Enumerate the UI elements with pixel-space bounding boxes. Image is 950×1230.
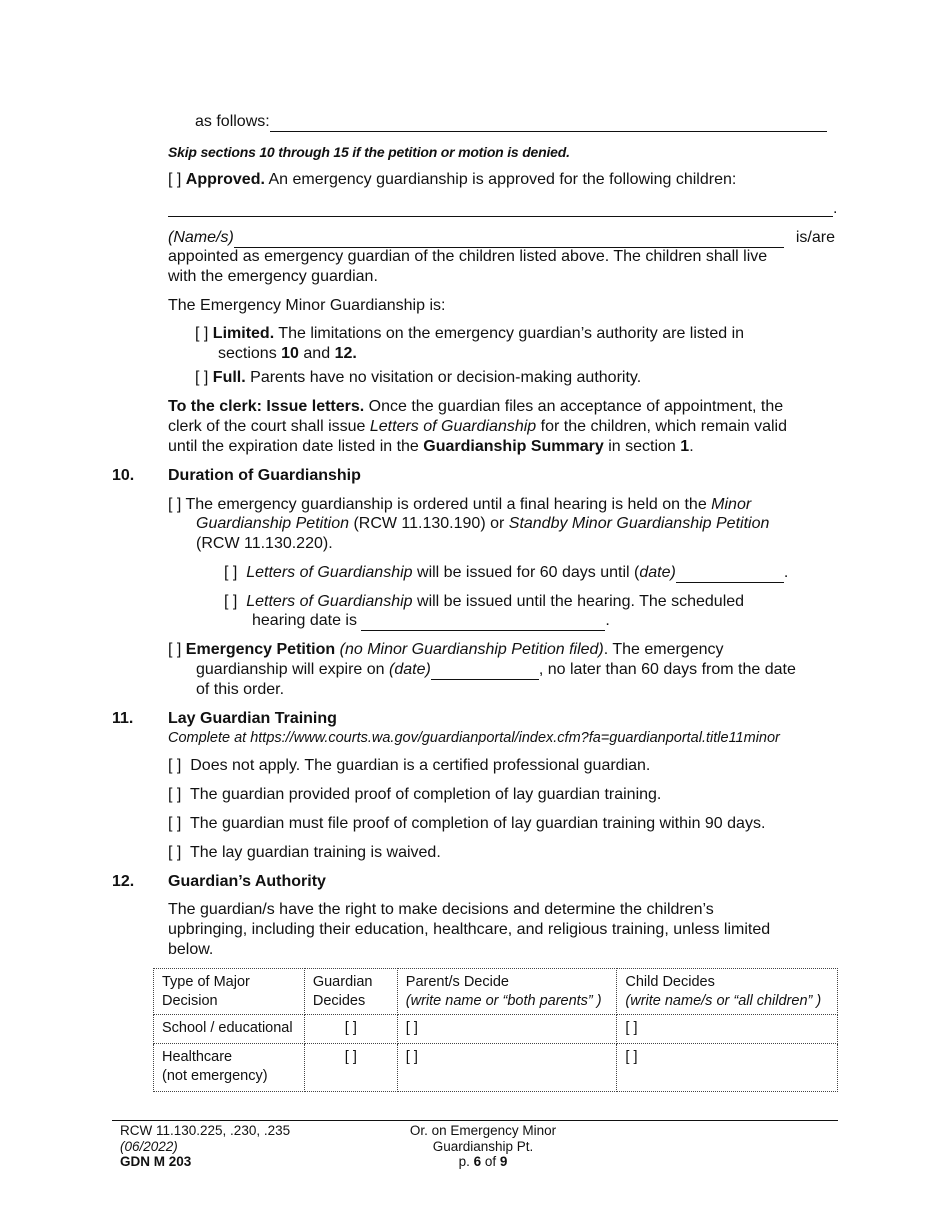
row-school-child-cell[interactable]: [ ] xyxy=(617,1015,838,1044)
sec10-option-1-checkbox[interactable]: [ ] xyxy=(168,496,182,513)
footer-left xyxy=(120,1123,290,1170)
approved-label: Approved. xyxy=(185,171,265,188)
row-healthcare-child-cell[interactable]: [ ] xyxy=(617,1044,838,1092)
limited-label: Limited. xyxy=(212,325,275,342)
sec10-sub-2-letters: Letters of Guardianship xyxy=(246,593,413,610)
header-decision-type: Type of Major Decision xyxy=(154,969,305,1015)
sec10-sub-1-end: . xyxy=(783,564,789,581)
clerk-line-1-text: Once the guardian files an acceptance of appointment, the xyxy=(368,398,784,415)
appointed-line-2: with the emergency guardian. xyxy=(168,268,378,285)
sec10-petition-italic: Guardianship Petition xyxy=(196,515,349,532)
header-guardian-decides: Guardian Decides xyxy=(304,969,397,1015)
clerk-label: To the clerk: Issue letters. xyxy=(168,398,365,415)
names-label: (Name/s) xyxy=(168,229,234,246)
section-12-number: 12. xyxy=(112,873,135,890)
limited-option xyxy=(195,324,744,344)
row-school-guardian-checkbox[interactable]: [ ] xyxy=(304,1015,397,1044)
children-names-blank[interactable] xyxy=(168,202,833,217)
section-10-title: Duration of Guardianship xyxy=(168,467,361,484)
children-names-end-period: . xyxy=(833,200,838,217)
full-option xyxy=(195,368,641,388)
sec10-sub-1-text: will be issued for 60 days until ( xyxy=(417,564,640,581)
approved-row xyxy=(168,170,736,190)
limited-and-text: and xyxy=(303,345,331,362)
training-option-3 xyxy=(168,814,765,834)
training-option-4 xyxy=(168,843,441,863)
row-type-school: School / educational xyxy=(154,1015,305,1044)
sec10-option-2-rest: . The emergency xyxy=(603,641,724,658)
footer-title-line-2: Guardianship Pt. xyxy=(432,1138,534,1154)
sec10-option-1-text: The emergency guardianship is ordered until a final hearing is held on the xyxy=(185,496,707,513)
sec10-sub-option-1 xyxy=(224,563,788,583)
footer-rule xyxy=(112,1120,838,1121)
decision-table-header xyxy=(154,969,838,1015)
sec10-expire-date-label: (date) xyxy=(389,661,431,678)
full-label: Full. xyxy=(212,369,246,386)
row-type-healthcare: Healthcare (not emergency) xyxy=(154,1044,305,1092)
sec10-expire-rest: , no later than 60 days from the date xyxy=(538,661,796,678)
sec10-sub-1-date-blank[interactable] xyxy=(676,566,784,583)
table-row xyxy=(154,1015,838,1044)
is-are-text: is/are xyxy=(795,229,835,246)
sec10-rcw-190: (RCW 11.130.190) or xyxy=(353,515,505,532)
training-option-1 xyxy=(168,756,650,776)
limited-section-12: 12. xyxy=(334,345,357,362)
clerk-line-2-post: for the children, which remain valid xyxy=(540,418,787,435)
sec10-sub-option-2-line-2 xyxy=(252,611,610,631)
header-child-decides: Child Decides (write name/s or “all children” ) xyxy=(617,969,838,1015)
section-12-title: Guardian’s Authority xyxy=(168,873,326,890)
row-healthcare-guardian-checkbox[interactable]: [ ] xyxy=(304,1044,397,1092)
clerk-section-1: 1 xyxy=(680,438,690,455)
authority-para-line-2: upbringing, including their education, healthcare, and religious training, unless limited xyxy=(168,921,771,938)
training-option-4-checkbox[interactable]: [ ] xyxy=(168,844,182,861)
training-option-2-checkbox[interactable]: [ ] xyxy=(168,786,182,803)
full-text: Parents have no visitation or decision-making authority. xyxy=(250,369,642,386)
sec10-emergency-petition-label: Emergency Petition xyxy=(185,641,336,658)
sec10-hearing-date-blank[interactable] xyxy=(361,614,605,631)
header-parents-decide: Parent/s Decide (write name or “both parents” ) xyxy=(397,969,617,1015)
section-11-title: Lay Guardian Training xyxy=(168,710,337,727)
training-option-4-text: The lay guardian training is waived. xyxy=(189,844,441,861)
clerk-line-2 xyxy=(168,417,787,437)
limited-sections-text: sections xyxy=(218,345,277,362)
training-option-1-checkbox[interactable]: [ ] xyxy=(168,757,182,774)
training-url-note: Complete at https://www.courts.wa.gov/guardianportal/index.cfm?fa=guardianportal.title11minor xyxy=(168,730,780,746)
clerk-line-1 xyxy=(168,397,783,417)
approved-text: An emergency guardianship is approved for the following children: xyxy=(268,171,737,188)
sec10-sub-option-2 xyxy=(224,592,744,612)
sec10-hearing-date-label: hearing date is xyxy=(252,612,357,629)
sec10-sub-1-letters: Letters of Guardianship xyxy=(246,564,413,581)
row-school-parents-cell[interactable]: [ ] xyxy=(397,1015,617,1044)
footer-date: (06/2022) xyxy=(120,1138,178,1154)
sec10-option-2-line-1 xyxy=(168,640,724,660)
clerk-summary-bold: Guardianship Summary xyxy=(423,438,604,455)
clerk-line-3-pre: until the expiration date listed in the xyxy=(168,438,419,455)
sec10-expire-text: guardianship will expire on xyxy=(196,661,385,678)
sec10-standby-italic: Standby Minor Guardianship Petition xyxy=(508,515,770,532)
guardian-names-blank[interactable] xyxy=(234,231,784,248)
footer-rcw: RCW 11.130.225, .230, .235 xyxy=(120,1123,291,1138)
sec10-sub-2-text: will be issued until the hearing. The scheduled xyxy=(417,593,745,610)
decision-table xyxy=(153,968,838,1092)
sec10-option-1-line-1 xyxy=(168,495,751,515)
appointed-line-1: appointed as emergency guardian of the children listed above. The children shall live xyxy=(168,248,768,265)
limited-section-10: 10 xyxy=(281,345,299,362)
training-option-3-checkbox[interactable]: [ ] xyxy=(168,815,182,832)
clerk-line-3-mid: in section xyxy=(608,438,676,455)
training-option-2 xyxy=(168,785,661,805)
clerk-line-3 xyxy=(168,437,694,457)
sec10-expire-date-blank[interactable] xyxy=(431,663,539,680)
guardianship-type-intro: The Emergency Minor Guardianship is: xyxy=(168,297,446,314)
clerk-line-3-end: . xyxy=(689,438,694,455)
training-option-3-text: The guardian must file proof of completion of lay guardian training within 90 days. xyxy=(189,815,766,832)
sec10-sub-2-end: . xyxy=(605,612,610,629)
sec10-option-1-line-3: (RCW 11.130.220). xyxy=(196,535,333,552)
sec10-option-2-line-2 xyxy=(196,660,796,680)
sec10-sub-1-checkbox[interactable]: [ ] xyxy=(224,564,238,581)
sec10-option-1-line-2 xyxy=(196,514,769,534)
sec10-option-2-line-3: of this order. xyxy=(196,681,285,698)
limited-text: The limitations on the emergency guardian’s authority are listed in xyxy=(278,325,745,342)
authority-para-line-3: below. xyxy=(168,941,214,958)
section-11-number: 11. xyxy=(112,710,134,727)
footer-center xyxy=(383,1123,583,1170)
training-option-2-text: The guardian provided proof of completion of lay guardian training. xyxy=(189,786,662,803)
skip-note: Skip sections 10 through 15 if the petition or motion is denied. xyxy=(168,144,570,160)
table-row xyxy=(154,1044,838,1092)
as-follows-blank[interactable] xyxy=(270,115,827,132)
names-row xyxy=(168,228,838,248)
sec10-sub-1-date-label: date) xyxy=(639,564,676,581)
clerk-line-2-pre: clerk of the court shall issue xyxy=(168,418,366,435)
authority-para-line-1: The guardian/s have the right to make decisions and determine the children’s xyxy=(168,901,714,918)
row-healthcare-parents-cell[interactable]: [ ] xyxy=(397,1044,617,1092)
approved-checkbox[interactable]: [ ] xyxy=(168,171,182,188)
sec10-minor-italic: Minor xyxy=(711,496,752,513)
training-option-1-text: Does not apply. The guardian is a certified professional guardian. xyxy=(190,757,651,774)
as-follows-label: as follows: xyxy=(195,113,270,130)
sec10-no-petition-italic: (no Minor Guardianship Petition filed) xyxy=(339,641,604,658)
sec10-option-2-checkbox[interactable]: [ ] xyxy=(168,641,182,658)
limited-checkbox[interactable]: [ ] xyxy=(195,325,209,342)
section-10-number: 10. xyxy=(112,467,135,484)
limited-option-line-2 xyxy=(218,344,357,364)
footer-form-number: GDN M 203 xyxy=(120,1154,192,1169)
sec10-sub-2-checkbox[interactable]: [ ] xyxy=(224,593,238,610)
as-follows-row xyxy=(195,112,827,132)
clerk-letters-italic: Letters of Guardianship xyxy=(369,418,537,435)
footer-page-number: p. 6 of 9 xyxy=(458,1154,508,1169)
footer-title-line-1: Or. on Emergency Minor xyxy=(409,1123,557,1138)
full-checkbox[interactable]: [ ] xyxy=(195,369,209,386)
